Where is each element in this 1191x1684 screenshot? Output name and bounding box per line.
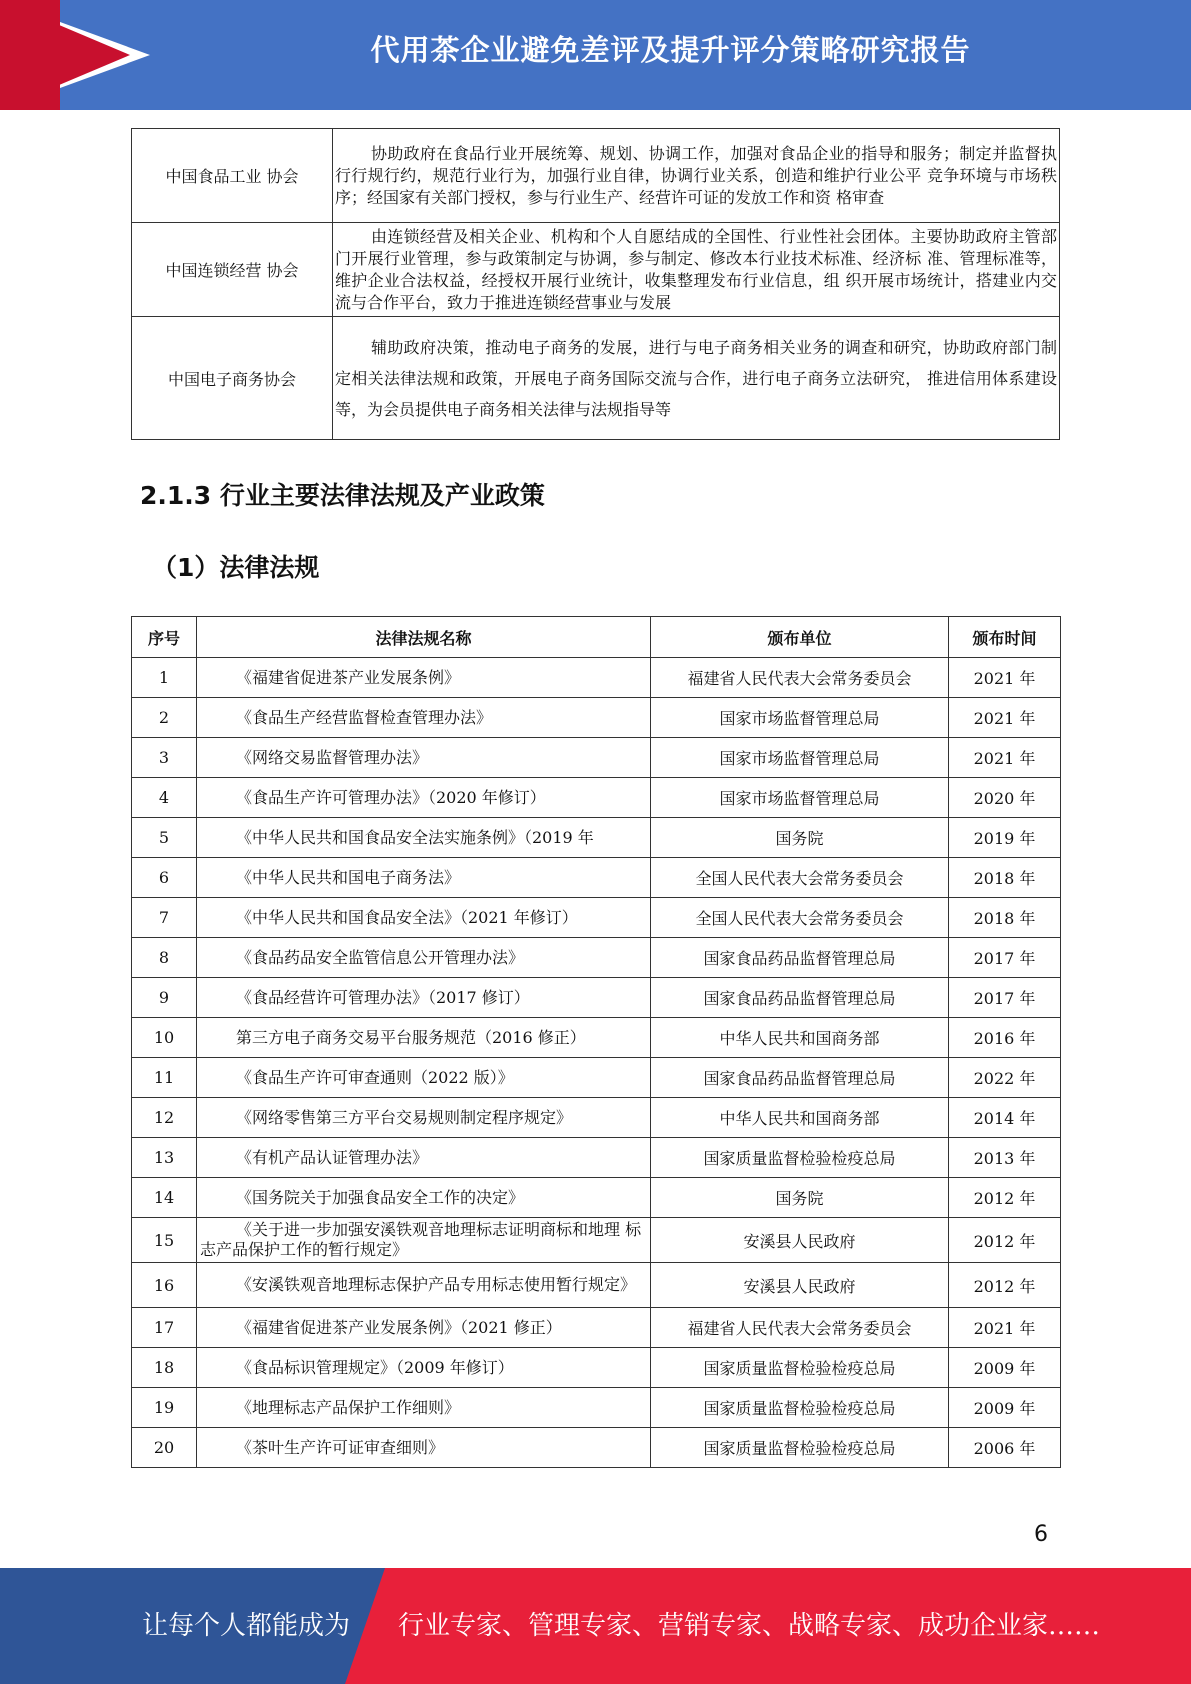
- law-year: 2012 年: [949, 1218, 1061, 1263]
- law-name: 《食品药品安全监管信息公开管理办法》: [197, 938, 651, 978]
- law-no: 2: [132, 698, 197, 738]
- law-year: 2009 年: [949, 1388, 1061, 1428]
- law-org: 国家质量监督检验检疫总局: [651, 1388, 949, 1428]
- table-row: [132, 1388, 1061, 1428]
- law-name: 《关于进一步加强安溪铁观音地理标志证明商标和地理 标志产品保护工作的暂行规定》: [197, 1218, 651, 1263]
- law-year: 2021 年: [949, 738, 1061, 778]
- law-no: 20: [132, 1428, 197, 1468]
- association-name: 中国连锁经营 协会: [132, 223, 333, 317]
- law-year: 2016 年: [949, 1018, 1061, 1058]
- law-no: 16: [132, 1263, 197, 1308]
- law-year: 2012 年: [949, 1263, 1061, 1308]
- law-no: 10: [132, 1018, 197, 1058]
- law-org: 中华人民共和国商务部: [651, 1018, 949, 1058]
- law-org: 国家质量监督检验检疫总局: [651, 1138, 949, 1178]
- association-name: 中国食品工业 协会: [132, 129, 333, 223]
- sub-heading: （1）法律法规: [152, 553, 320, 582]
- header-no: 序号: [132, 617, 197, 658]
- law-year: 2013 年: [949, 1138, 1061, 1178]
- report-title: 代用茶企业避免差评及提升评分策略研究报告: [370, 33, 971, 67]
- table-row: [132, 1308, 1061, 1348]
- law-name: 《食品生产许可审查通则（2022 版）》: [197, 1058, 651, 1098]
- law-org: 中华人民共和国商务部: [651, 1098, 949, 1138]
- law-org: 国家质量监督检验检疫总局: [651, 1428, 949, 1468]
- law-no: 15: [132, 1218, 197, 1263]
- law-name: 《福建省促进茶产业发展条例》: [197, 658, 651, 698]
- law-no: 6: [132, 858, 197, 898]
- law-year: 2021 年: [949, 658, 1061, 698]
- table-row: [132, 978, 1061, 1018]
- law-org: 安溪县人民政府: [651, 1263, 949, 1308]
- law-name: 《福建省促进茶产业发展条例》（2021 修正）: [197, 1308, 651, 1348]
- table-row: [132, 818, 1061, 858]
- law-no: 4: [132, 778, 197, 818]
- law-org: 国家市场监督管理总局: [651, 738, 949, 778]
- law-no: 19: [132, 1388, 197, 1428]
- law-name: 《网络零售第三方平台交易规则制定程序规定》: [197, 1098, 651, 1138]
- law-org: 全国人民代表大会常务委员会: [651, 858, 949, 898]
- law-no: 7: [132, 898, 197, 938]
- footer-slogan-right: 行业专家、管理专家、营销专家、战略专家、成功企业家……: [398, 1611, 1101, 1641]
- law-name: 《食品生产许可管理办法》（2020 年修订）: [197, 778, 651, 818]
- law-no: 14: [132, 1178, 197, 1218]
- law-no: 3: [132, 738, 197, 778]
- table-header-row: [132, 617, 1061, 658]
- header-year: 颁布时间: [949, 617, 1061, 658]
- law-name: 《网络交易监督管理办法》: [197, 738, 651, 778]
- table-row: [132, 1058, 1061, 1098]
- law-no: 12: [132, 1098, 197, 1138]
- law-name: 《食品生产经营监督检查管理办法》: [197, 698, 651, 738]
- law-name: 《中华人民共和国电子商务法》: [197, 858, 651, 898]
- association-desc: 由连锁经营及相关企业、机构和个人自愿结成的全国性、行业性社会团体。主要协助政府主管部门开展行业管理，参与政策制定与协调，参与制定、修改本行业技术标准、经济标 准、管理标准等，维护企业合法权益，经授权开展行业统计，收集整理发布行业信息，组 织开展市场统计，搭建业内交流与合作平台，致力于推进连锁经营事业与发展: [333, 223, 1060, 317]
- table-row: [132, 1263, 1061, 1308]
- association-desc: 协助政府在食品行业开展统筹、规划、协调工作，加强对食品企业的指导和服务；制定并监督执行行规行约，规范行业行为，加强行业自律，协调行业关系，创造和维护行业公平 竞争环境与市场秩序；经国家有关部门授权，参与行业生产、经营许可证的发放工作和资 格审查: [333, 129, 1060, 223]
- law-year: 2006 年: [949, 1428, 1061, 1468]
- association-table: [131, 128, 1060, 440]
- law-no: 13: [132, 1138, 197, 1178]
- table-row: [132, 1218, 1061, 1263]
- table-row: [132, 658, 1061, 698]
- law-no: 1: [132, 658, 197, 698]
- table-row: [132, 317, 1060, 440]
- table-row: [132, 938, 1061, 978]
- header-arrow-fill: [0, 0, 60, 110]
- law-org: 国家市场监督管理总局: [651, 698, 949, 738]
- law-year: 2019 年: [949, 818, 1061, 858]
- law-org: 福建省人民代表大会常务委员会: [651, 1308, 949, 1348]
- law-org: 国家食品药品监督管理总局: [651, 978, 949, 1018]
- table-row: [132, 223, 1060, 317]
- law-name: 《茶叶生产许可证审查细则》: [197, 1428, 651, 1468]
- law-name: 《安溪铁观音地理标志保护产品专用标志使用暂行规定》: [197, 1263, 651, 1308]
- association-desc: 辅助政府决策，推动电子商务的发展，进行与电子商务相关业务的调查和研究，协助政府部门制定相关法律法规和政策，开展电子商务国际交流与合作，进行电子商务立法研究， 推进信用体系建设等，为会员提供电子商务相关法律与法规指导等: [333, 317, 1060, 440]
- table-row: [132, 858, 1061, 898]
- law-no: 17: [132, 1308, 197, 1348]
- law-name: 《食品标识管理规定》（2009 年修订）: [197, 1348, 651, 1388]
- law-name: 《有机产品认证管理办法》: [197, 1138, 651, 1178]
- table-row: [132, 698, 1061, 738]
- table-row: [132, 129, 1060, 223]
- law-year: 2017 年: [949, 938, 1061, 978]
- law-no: 18: [132, 1348, 197, 1388]
- page-header: [0, 0, 1191, 110]
- law-org: 国家食品药品监督管理总局: [651, 1058, 949, 1098]
- law-no: 11: [132, 1058, 197, 1098]
- law-org: 福建省人民代表大会常务委员会: [651, 658, 949, 698]
- table-row: [132, 1428, 1061, 1468]
- law-year: 2022 年: [949, 1058, 1061, 1098]
- law-table: [131, 616, 1061, 1468]
- law-org: 全国人民代表大会常务委员会: [651, 898, 949, 938]
- table-row: [132, 898, 1061, 938]
- law-year: 2012 年: [949, 1178, 1061, 1218]
- law-year: 2018 年: [949, 858, 1061, 898]
- law-org: 国家市场监督管理总局: [651, 778, 949, 818]
- header-name: 法律法规名称: [197, 617, 651, 658]
- section-heading: 2.1.3 行业主要法律法规及产业政策: [140, 481, 545, 510]
- law-org: 国务院: [651, 818, 949, 858]
- table-row: [132, 778, 1061, 818]
- law-org: 国务院: [651, 1178, 949, 1218]
- page-number: 6: [1034, 1522, 1048, 1547]
- law-year: 2017 年: [949, 978, 1061, 1018]
- law-no: 9: [132, 978, 197, 1018]
- table-row: [132, 1178, 1061, 1218]
- table-row: [132, 1018, 1061, 1058]
- table-row: [132, 1348, 1061, 1388]
- law-no: 5: [132, 818, 197, 858]
- law-name: 《中华人民共和国食品安全法》（2021 年修订）: [197, 898, 651, 938]
- footer-slogan-left: 让每个人都能成为: [142, 1611, 351, 1641]
- header-org: 颁布单位: [651, 617, 949, 658]
- association-name: 中国电子商务协会: [132, 317, 333, 440]
- law-year: 2021 年: [949, 1308, 1061, 1348]
- law-name: 第三方电子商务交易平台服务规范（2016 修正）: [197, 1018, 651, 1058]
- table-row: [132, 738, 1061, 778]
- law-org: 国家食品药品监督管理总局: [651, 938, 949, 978]
- law-year: 2018 年: [949, 898, 1061, 938]
- law-name: 《国务院关于加强食品安全工作的决定》: [197, 1178, 651, 1218]
- law-no: 8: [132, 938, 197, 978]
- law-year: 2021 年: [949, 698, 1061, 738]
- table-row: [132, 1138, 1061, 1178]
- law-year: 2014 年: [949, 1098, 1061, 1138]
- table-row: [132, 1098, 1061, 1138]
- law-year: 2020 年: [949, 778, 1061, 818]
- law-name: 《中华人民共和国食品安全法实施条例》（2019 年: [197, 818, 651, 858]
- law-year: 2009 年: [949, 1348, 1061, 1388]
- law-org: 国家质量监督检验检疫总局: [651, 1348, 949, 1388]
- law-org: 安溪县人民政府: [651, 1218, 949, 1263]
- law-name: 《食品经营许可管理办法》（2017 修订）: [197, 978, 651, 1018]
- law-name: 《地理标志产品保护工作细则》: [197, 1388, 651, 1428]
